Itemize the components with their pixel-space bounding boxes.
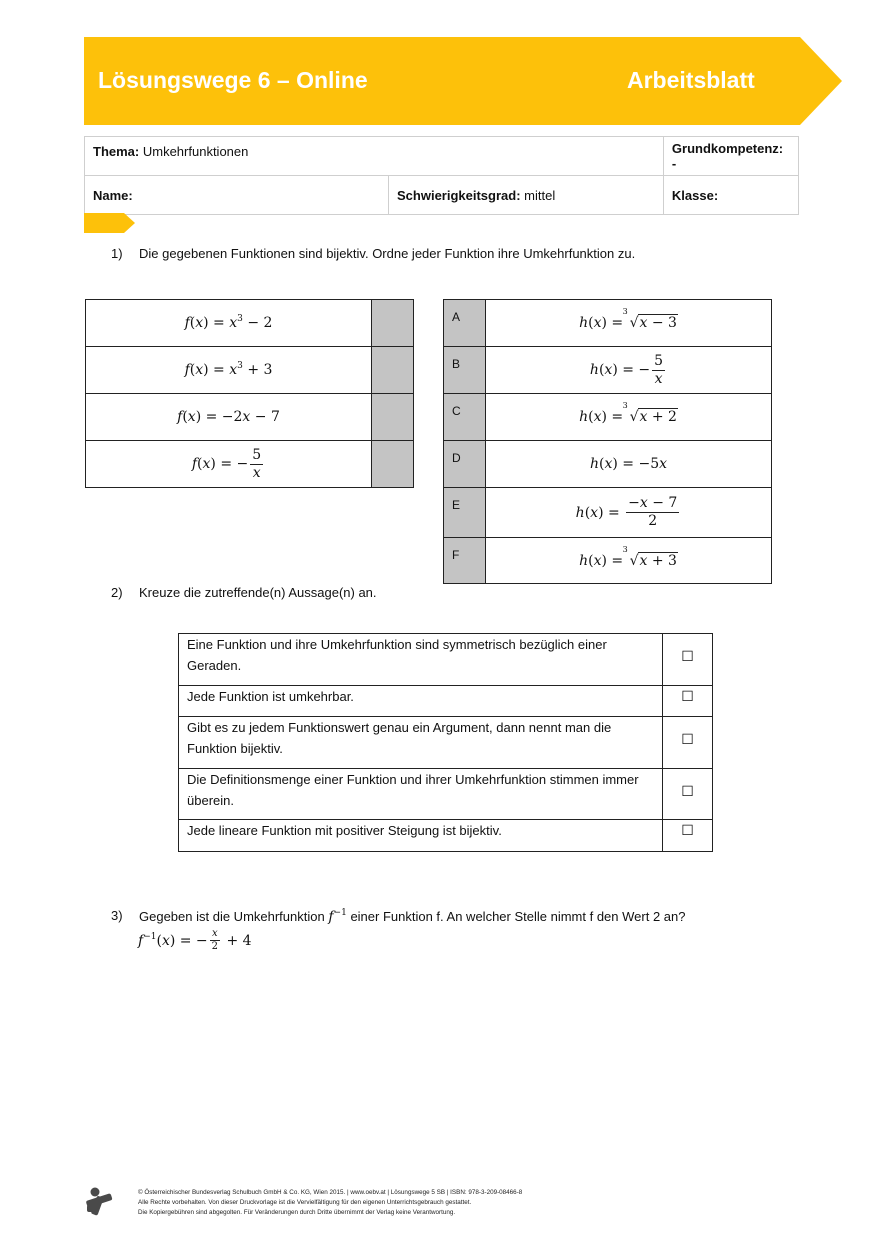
statement-text-2: Jede Funktion ist umkehrbar. xyxy=(179,686,663,717)
statement-row xyxy=(179,717,713,769)
name-cell[interactable] xyxy=(85,176,389,215)
statement-row xyxy=(179,820,713,852)
klasse-cell[interactable] xyxy=(663,176,798,215)
task2-text: Kreuze die zutreffende(n) Aussage(n) an. xyxy=(139,585,377,600)
header-banner xyxy=(84,37,844,125)
option-expr-e: h(x) = $\frac{-x - 7}{2}$ xyxy=(486,488,772,538)
option-label-c: C xyxy=(444,394,486,441)
schwierigkeit-value: mittel xyxy=(524,187,556,203)
footer-line-3: Die Kopiergebühren sind abgegolten. Für Veränderungen durch Dritte übernimmt der Verlag keine Verantwortung. xyxy=(138,1209,456,1216)
function-row xyxy=(86,394,414,441)
option-row xyxy=(444,488,772,538)
option-label-e: E xyxy=(444,488,486,538)
answer-box-1[interactable] xyxy=(372,300,414,347)
function-2: $f(x) = x^3 + 3$ xyxy=(86,347,372,394)
functions-table xyxy=(85,299,414,488)
statement-text-4: Die Definitionsmenge einer Funktion und ihrer Umkehrfunktion stimmen immer überein. xyxy=(179,769,663,820)
function-row xyxy=(86,347,414,394)
function-row xyxy=(86,300,414,347)
task3-inline-symbol: $f^{-1}$ xyxy=(328,908,347,925)
answer-box-2[interactable] xyxy=(372,347,414,394)
footer-line-2: Alle Rechte vorbehalten. Von dieser Druckvorlage ist die Vervielfältigung für den eigenen Unterrichtsgebrauch gestattet. xyxy=(138,1199,472,1206)
answer-box-4[interactable] xyxy=(372,441,414,488)
option-expr-a: h(x) = 3 √x − 3 xyxy=(486,300,772,347)
statement-text-5: Jede lineare Funktion mit positiver Steigung ist bijektiv. xyxy=(179,820,663,852)
statement-row xyxy=(179,634,713,686)
option-label-f: F xyxy=(444,538,486,584)
checkbox-4[interactable]: ☐ xyxy=(663,769,713,820)
option-expr-d: h(x) = −5x xyxy=(486,441,772,488)
function-row xyxy=(86,441,414,488)
schwierigkeit-label: Schwierigkeitsgrad: xyxy=(397,187,521,203)
statement-text-1: Eine Funktion und ihre Umkehrfunktion sind symmetrisch bezüglich einer Geraden. xyxy=(179,634,663,686)
option-expr-b: h(x) = − $\frac{5}{x}$ xyxy=(486,347,772,394)
footer-line-1: © Österreichischer Bundesverlag Schulbuch GmbH & Co. KG, Wien 2015. | www.oebv.at | Lösungswege 5 SB | ISBN: 978-3-209-08466-8 xyxy=(138,1189,523,1196)
function-1: $f(x) = x^3 - 2$ xyxy=(86,300,372,347)
function-4: f(x) = − $\frac{5}{x}$ xyxy=(86,441,372,488)
task3-text-after: einer Funktion f. An welcher Stelle nimmt f den Wert 2 an? xyxy=(350,909,686,924)
option-row xyxy=(444,538,772,584)
thema-label: Thema: xyxy=(93,144,140,159)
statement-text-3: Gibt es zu jedem Funktionswert genau ein Argument, dann nennt man die Funktion bijektiv. xyxy=(179,717,663,769)
option-row xyxy=(444,347,772,394)
checkbox-2[interactable]: ☐ xyxy=(663,686,713,717)
task3-text xyxy=(139,908,685,925)
option-label-a: A xyxy=(444,300,486,347)
statement-row xyxy=(179,769,713,820)
task3-number: 3) xyxy=(111,908,123,923)
grundkompetenz-value: - xyxy=(671,156,677,171)
option-row xyxy=(444,300,772,347)
option-label-b: B xyxy=(444,347,486,394)
grundkompetenz-cell xyxy=(663,137,798,176)
small-arrow-decoration xyxy=(84,213,136,233)
thema-value: Umkehrfunktionen xyxy=(142,144,249,159)
option-row xyxy=(444,441,772,488)
task2-number: 2) xyxy=(111,585,123,600)
option-row xyxy=(444,394,772,441)
option-expr-f: h(x) = 3 √x + 3 xyxy=(486,538,772,584)
task3-text-before: Gegeben ist die Umkehrfunktion xyxy=(139,909,325,924)
statement-row xyxy=(179,686,713,717)
checkbox-3[interactable]: ☐ xyxy=(663,717,713,769)
task3-formula: $f^{-1}(x)$ = − $\frac{x}{2}$ + 4 xyxy=(138,928,252,952)
footer-copyright xyxy=(138,1188,522,1218)
task1-text: Die gegebenen Funktionen sind bijektiv. Ordne jeder Funktion ihre Umkehrfunktion zu. xyxy=(139,246,636,261)
checkbox-1[interactable]: ☐ xyxy=(663,634,713,686)
schwierigkeit-cell xyxy=(389,176,664,215)
grundkompetenz-label: Grundkompetenz: xyxy=(671,141,784,156)
inverse-options-table xyxy=(443,299,772,584)
statements-table xyxy=(178,633,713,852)
option-expr-c: h(x) = 3 √x + 2 xyxy=(486,394,772,441)
info-table xyxy=(84,136,799,215)
task1-number: 1) xyxy=(111,246,123,261)
publisher-logo-icon xyxy=(84,1186,114,1216)
header-title: Lösungswege 6 – Online xyxy=(98,67,368,93)
function-3: f(x) = −2x − 7 xyxy=(86,394,372,441)
name-label: Name: xyxy=(93,187,133,203)
checkbox-5[interactable]: ☐ xyxy=(663,820,713,852)
option-label-d: D xyxy=(444,441,486,488)
answer-box-3[interactable] xyxy=(372,394,414,441)
header-type: Arbeitsblatt xyxy=(627,67,755,93)
klasse-label: Klasse: xyxy=(671,187,719,203)
thema-cell xyxy=(85,137,664,176)
